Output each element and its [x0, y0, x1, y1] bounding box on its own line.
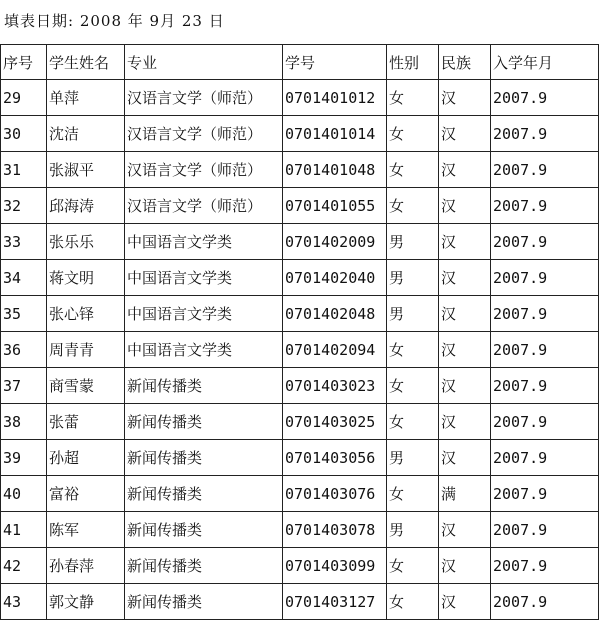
cell-gender: 女	[387, 116, 439, 152]
table-row	[1, 260, 599, 296]
cell-name: 孙超	[47, 440, 125, 476]
cell-gender: 男	[387, 224, 439, 260]
cell-major: 新闻传播类	[125, 440, 283, 476]
cell-gender: 女	[387, 404, 439, 440]
table-row	[1, 512, 599, 548]
cell-enroll-date: 2007.9	[491, 440, 599, 476]
cell-ethnicity: 汉	[439, 512, 491, 548]
cell-major: 汉语言文学（师范）	[125, 152, 283, 188]
cell-seq: 42	[1, 548, 47, 584]
cell-ethnicity: 汉	[439, 116, 491, 152]
fill-date: 填表日期: 2008 年 9月 23 日	[4, 12, 225, 30]
cell-name: 蒋文明	[47, 260, 125, 296]
cell-student-id: 0701403127	[283, 584, 387, 620]
cell-seq: 37	[1, 368, 47, 404]
cell-seq: 33	[1, 224, 47, 260]
cell-student-id: 0701403023	[283, 368, 387, 404]
cell-seq: 35	[1, 296, 47, 332]
table-row	[1, 548, 599, 584]
cell-seq: 43	[1, 584, 47, 620]
cell-gender: 女	[387, 152, 439, 188]
cell-gender: 女	[387, 476, 439, 512]
cell-seq: 34	[1, 260, 47, 296]
cell-name: 郭文静	[47, 584, 125, 620]
student-roster-table	[0, 44, 599, 620]
cell-enroll-date: 2007.9	[491, 404, 599, 440]
cell-ethnicity: 汉	[439, 296, 491, 332]
cell-major: 新闻传播类	[125, 512, 283, 548]
cell-student-id: 0701401048	[283, 152, 387, 188]
cell-student-id: 0701403078	[283, 512, 387, 548]
cell-gender: 女	[387, 368, 439, 404]
cell-enroll-date: 2007.9	[491, 152, 599, 188]
table-row	[1, 80, 599, 116]
cell-major: 新闻传播类	[125, 476, 283, 512]
table-body	[1, 80, 599, 620]
cell-enroll-date: 2007.9	[491, 512, 599, 548]
cell-student-id: 0701401014	[283, 116, 387, 152]
cell-seq: 30	[1, 116, 47, 152]
cell-name: 邱海涛	[47, 188, 125, 224]
cell-enroll-date: 2007.9	[491, 188, 599, 224]
cell-enroll-date: 2007.9	[491, 116, 599, 152]
cell-student-id: 0701403025	[283, 404, 387, 440]
cell-enroll-date: 2007.9	[491, 260, 599, 296]
table-row	[1, 476, 599, 512]
cell-major: 中国语言文学类	[125, 332, 283, 368]
cell-enroll-date: 2007.9	[491, 368, 599, 404]
table-header-row	[1, 45, 599, 80]
cell-seq: 31	[1, 152, 47, 188]
table-row	[1, 116, 599, 152]
cell-enroll-date: 2007.9	[491, 80, 599, 116]
table-row	[1, 188, 599, 224]
table-row	[1, 152, 599, 188]
cell-major: 中国语言文学类	[125, 296, 283, 332]
header-student-id: 学号	[283, 45, 387, 80]
cell-ethnicity: 汉	[439, 332, 491, 368]
cell-name: 商雪蒙	[47, 368, 125, 404]
table-row	[1, 404, 599, 440]
cell-seq: 32	[1, 188, 47, 224]
cell-gender: 男	[387, 440, 439, 476]
cell-gender: 女	[387, 80, 439, 116]
cell-name: 张乐乐	[47, 224, 125, 260]
cell-seq: 40	[1, 476, 47, 512]
cell-ethnicity: 汉	[439, 188, 491, 224]
cell-student-id: 0701401055	[283, 188, 387, 224]
cell-seq: 36	[1, 332, 47, 368]
cell-major: 汉语言文学（师范）	[125, 188, 283, 224]
table-row	[1, 584, 599, 620]
cell-student-id: 0701402040	[283, 260, 387, 296]
cell-ethnicity: 汉	[439, 404, 491, 440]
table-row	[1, 224, 599, 260]
cell-student-id: 0701403076	[283, 476, 387, 512]
cell-ethnicity: 汉	[439, 440, 491, 476]
cell-enroll-date: 2007.9	[491, 224, 599, 260]
cell-student-id: 0701403056	[283, 440, 387, 476]
cell-major: 汉语言文学（师范）	[125, 80, 283, 116]
cell-major: 新闻传播类	[125, 548, 283, 584]
cell-major: 汉语言文学（师范）	[125, 116, 283, 152]
cell-ethnicity: 汉	[439, 152, 491, 188]
cell-enroll-date: 2007.9	[491, 296, 599, 332]
cell-major: 中国语言文学类	[125, 260, 283, 296]
cell-major: 中国语言文学类	[125, 224, 283, 260]
cell-ethnicity: 汉	[439, 260, 491, 296]
cell-gender: 女	[387, 548, 439, 584]
cell-name: 张淑平	[47, 152, 125, 188]
cell-name: 单萍	[47, 80, 125, 116]
header-seq: 序号	[1, 45, 47, 80]
cell-name: 富裕	[47, 476, 125, 512]
cell-major: 新闻传播类	[125, 368, 283, 404]
cell-enroll-date: 2007.9	[491, 548, 599, 584]
cell-enroll-date: 2007.9	[491, 476, 599, 512]
cell-enroll-date: 2007.9	[491, 584, 599, 620]
cell-name: 孙春萍	[47, 548, 125, 584]
cell-ethnicity: 汉	[439, 224, 491, 260]
cell-gender: 男	[387, 512, 439, 548]
cell-student-id: 0701402048	[283, 296, 387, 332]
cell-seq: 38	[1, 404, 47, 440]
cell-major: 新闻传播类	[125, 404, 283, 440]
header-name: 学生姓名	[47, 45, 125, 80]
cell-ethnicity: 汉	[439, 80, 491, 116]
cell-gender: 男	[387, 260, 439, 296]
table-row	[1, 296, 599, 332]
cell-seq: 39	[1, 440, 47, 476]
cell-seq: 29	[1, 80, 47, 116]
cell-gender: 女	[387, 584, 439, 620]
cell-name: 张蕾	[47, 404, 125, 440]
cell-student-id: 0701403099	[283, 548, 387, 584]
cell-name: 沈洁	[47, 116, 125, 152]
table-row	[1, 332, 599, 368]
cell-name: 周青青	[47, 332, 125, 368]
header-gender: 性别	[387, 45, 439, 80]
cell-enroll-date: 2007.9	[491, 332, 599, 368]
cell-name: 陈军	[47, 512, 125, 548]
cell-ethnicity: 汉	[439, 368, 491, 404]
header-major: 专业	[125, 45, 283, 80]
cell-gender: 女	[387, 332, 439, 368]
cell-student-id: 0701402094	[283, 332, 387, 368]
cell-gender: 女	[387, 188, 439, 224]
header-ethnicity: 民族	[439, 45, 491, 80]
table-row	[1, 440, 599, 476]
cell-name: 张心铎	[47, 296, 125, 332]
table-row	[1, 368, 599, 404]
cell-gender: 男	[387, 296, 439, 332]
cell-ethnicity: 汉	[439, 548, 491, 584]
cell-student-id: 0701401012	[283, 80, 387, 116]
cell-ethnicity: 满	[439, 476, 491, 512]
cell-major: 新闻传播类	[125, 584, 283, 620]
header-enroll-date: 入学年月	[491, 45, 599, 80]
cell-ethnicity: 汉	[439, 584, 491, 620]
cell-seq: 41	[1, 512, 47, 548]
cell-student-id: 0701402009	[283, 224, 387, 260]
